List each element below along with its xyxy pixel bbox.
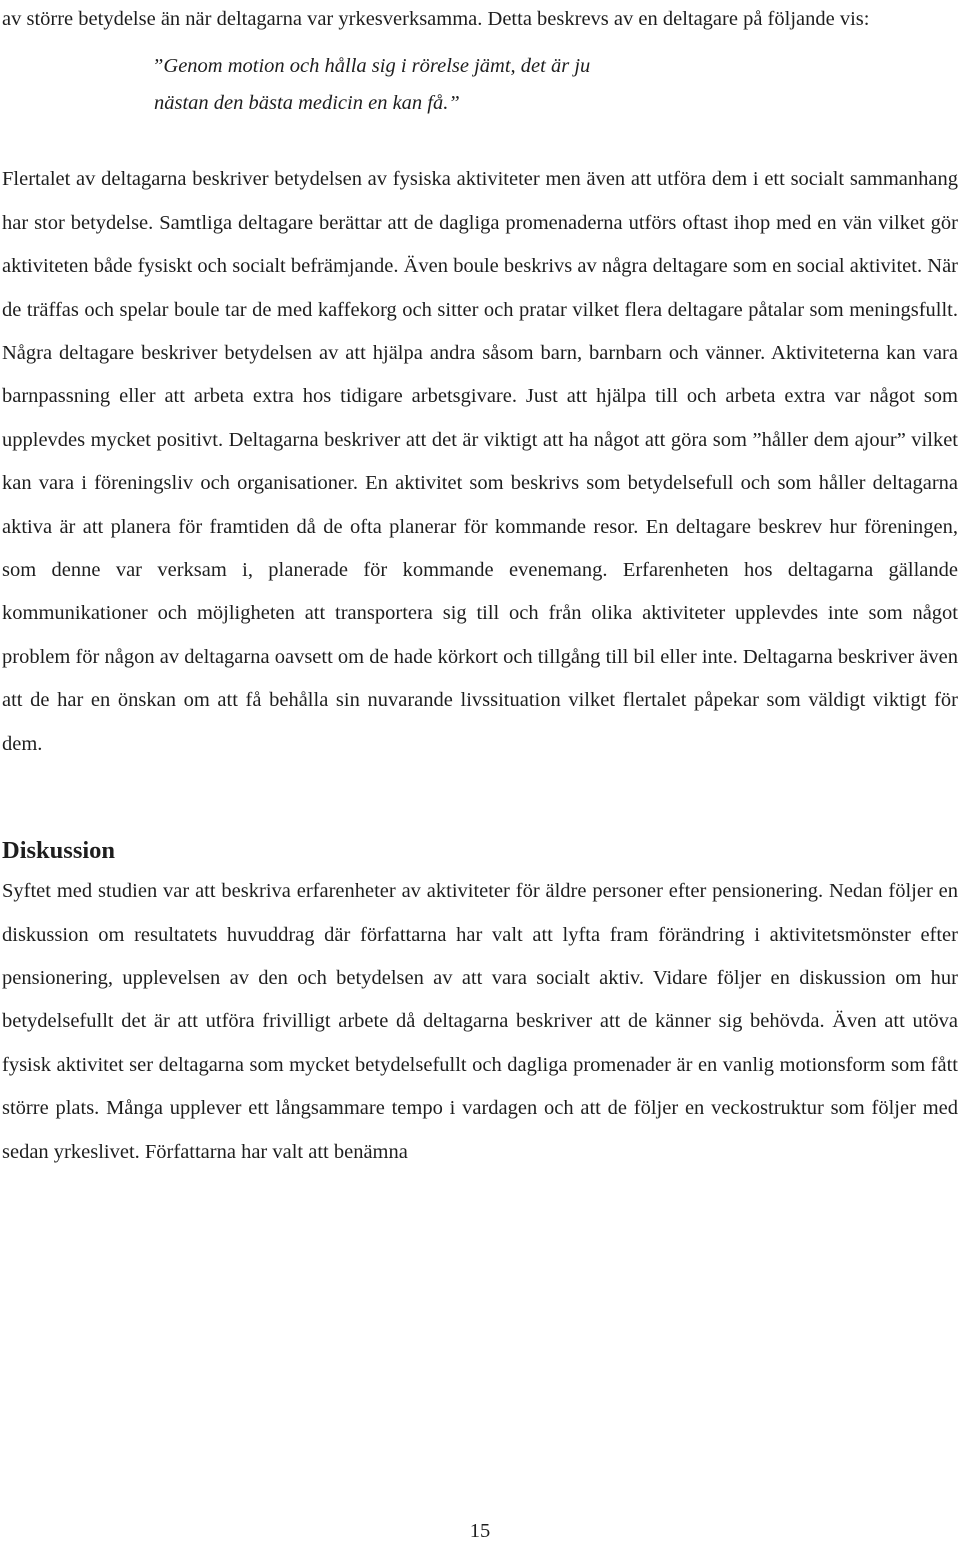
spacer [2, 41, 958, 48]
section-heading: Diskussion [2, 837, 116, 865]
quote-line-1: ”Genom motion och hålla sig i rörelse jämt, det är ju [152, 55, 591, 78]
page-number: 15 [469, 1520, 491, 1542]
block-quote [2, 48, 752, 122]
document-page [2, 0, 958, 1174]
quote-line-2: nästan den bästa medicin en kan få.” [154, 92, 460, 115]
spacer [2, 122, 958, 158]
discussion-paragraph: Syftet med studien var att beskriva erfarenheter av aktiviteter för äldre personer efter pensionering. Nedan följer en diskussion om resultatets huvuddrag där författarna har valt att lyfta fram förändring i aktivitetsmönster efter pensionering, upplevelsen av den och betydelsen av att vara socialt aktiv. Vidare följer en diskussion om hur betydelsefullt det är att utföra frivilligt arbete då deltagarna beskriver att de känner sig behövda. Även att utöva fysisk aktivitet ser deltagarna som mycket betydelsefullt och dagliga promenader är en vanlig motionsform som fått större plats. Många upplever ett långsammare tempo i vardagen och att de följer en veckostruktur som följer med sedan yrkeslivet. Författarna har valt att benämna [2, 880, 958, 1163]
intro-paragraph: av större betydelse än när deltagarna var yrkesverksamma. Detta beskrevs av en deltagare på följande vis: [2, 8, 870, 30]
results-paragraph: Flertalet av deltagarna beskriver betydelsen av fysiska aktiviteter men även att utföra dem i ett socialt sammanhang har stor betydelse. Samtliga deltagare berättar att de dagliga promenaderna utförs oftast ihop med en vän vilket gör aktiviteten både fysiskt och socialt befrämjande. Även boule beskrivs av några deltagare som en social aktivitet. När de träffas och spelar boule tar de med kaffekorg och sitter och pratar vilket flera deltagare påtalar som meningsfullt. Några deltagare beskriver betydelsen av att hjälpa andra såsom barn, barnbarn och vänner. Aktiviteterna kan vara barnpassning eller att arbeta extra hos tidigare arbetsgivare. Just att hjälpa till och arbeta extra var något som upplevdes mycket positivt. Deltagarna beskriver att det är viktigt att ha något att göra som ”håller dem ajour” vilket kan vara i föreningsliv och organisationer. En aktivitet som beskrivs som betydelsefull och som håller deltagarna aktiva är att planera för framtiden då de ofta planerar för kommande resor. En deltagare beskrev hur föreningen, som denne var verksam i, planerade för kommande evenemang. Erfarenheten hos deltagarna gällande kommunikationer och möjligheten att transportera sig till och från olika aktiviteter upplevdes inte som något problem för någon av deltagarna oavsett om de hade körkort och tillgång till bil eller inte. Deltagarna beskriver även att de har en önskan om att få behålla sin nuvarande livssituation vilket flertalet påpekar som väldigt viktigt för dem. [2, 168, 958, 755]
spacer [2, 766, 958, 836]
